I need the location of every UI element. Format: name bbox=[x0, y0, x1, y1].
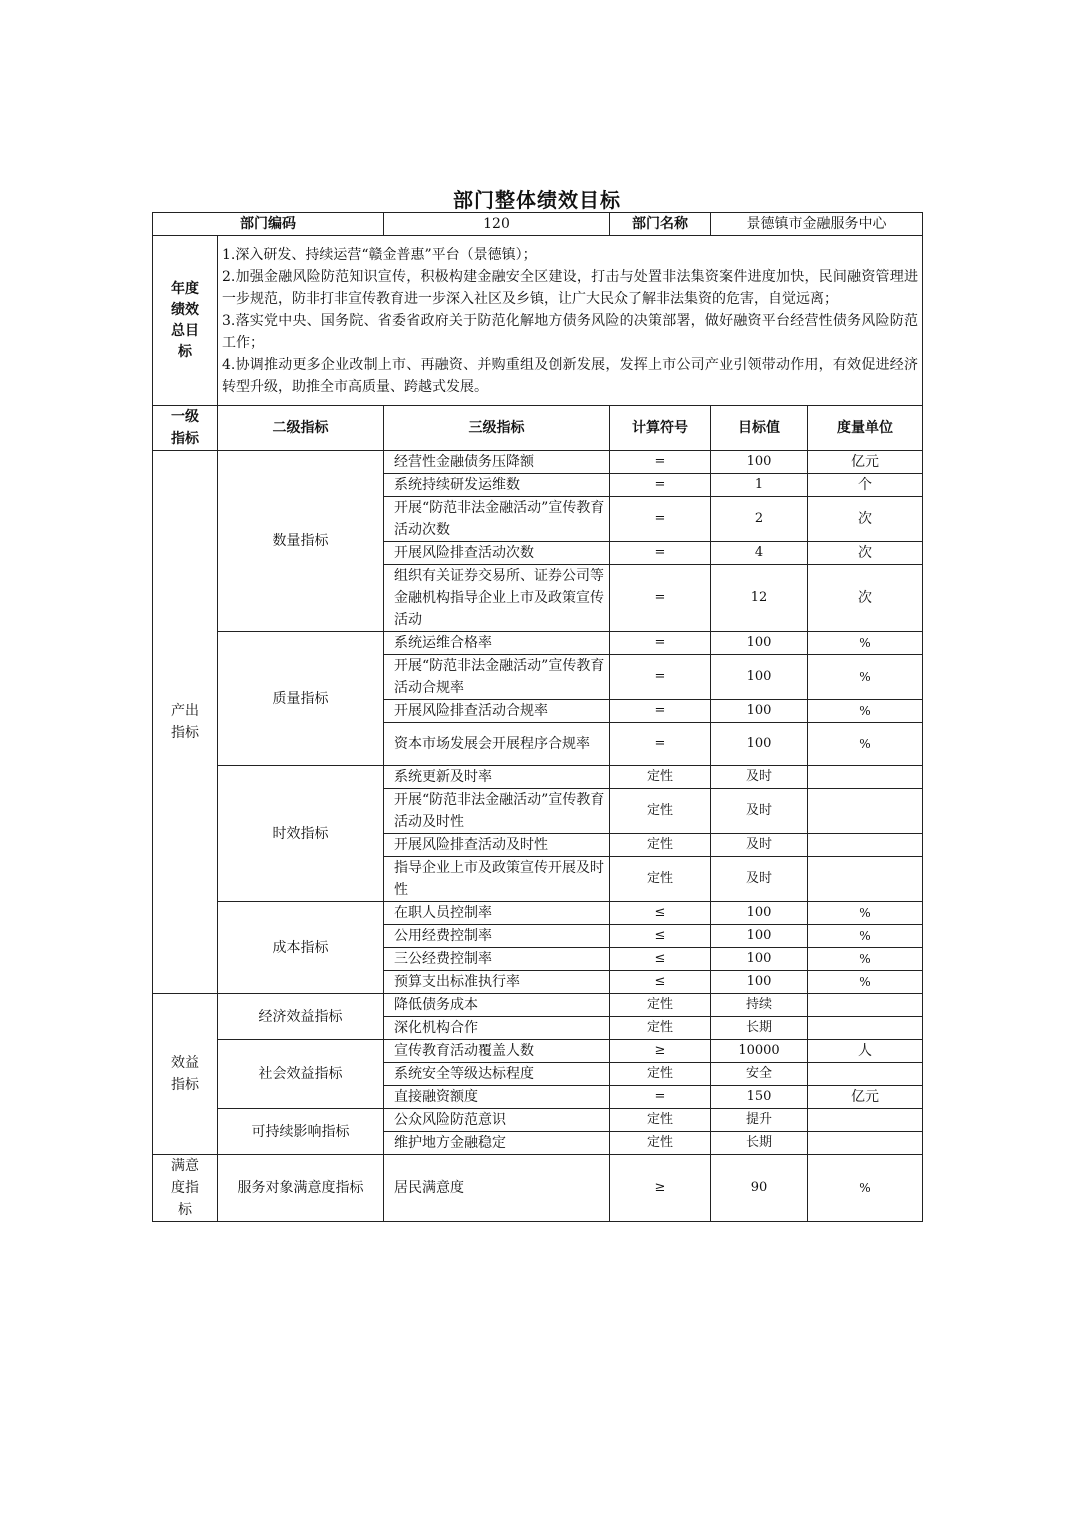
calc-symbol: = bbox=[610, 700, 711, 723]
indicator-row bbox=[153, 1040, 923, 1063]
performance-table bbox=[152, 212, 923, 1222]
annual-goal-line: 2.加强金融风险防范知识宣传，积极构建金融安全区建设，打击与处置非法集资案件进度加快，民间融资管理进一步规范，防非打非宣传教育进一步深入社区及乡镇，让广大民众了解非法集资的危害，自觉远离； bbox=[222, 268, 918, 307]
measure-unit bbox=[808, 834, 923, 857]
calc-symbol: 定性 bbox=[610, 994, 711, 1017]
target-value: 100 bbox=[711, 655, 808, 700]
dept-name-value: 景德镇市金融服务中心 bbox=[711, 213, 923, 236]
target-value: 及时 bbox=[711, 834, 808, 857]
calc-symbol: ≥ bbox=[610, 1040, 711, 1063]
measure-unit: 个 bbox=[808, 474, 923, 497]
calc-symbol: ≤ bbox=[610, 971, 711, 994]
measure-unit bbox=[808, 857, 923, 902]
level2-indicator: 质量指标 bbox=[218, 632, 384, 766]
measure-unit: % bbox=[808, 971, 923, 994]
annual-goal-label bbox=[153, 236, 218, 406]
calc-symbol: = bbox=[610, 497, 711, 542]
calc-symbol: = bbox=[610, 723, 711, 766]
target-value: 90 bbox=[711, 1155, 808, 1222]
calc-symbol: 定性 bbox=[610, 1132, 711, 1155]
calc-symbol: 定性 bbox=[610, 766, 711, 789]
measure-unit: 亿元 bbox=[808, 451, 923, 474]
annual-goal-content bbox=[218, 236, 923, 406]
col-header-level2: 二级指标 bbox=[218, 406, 384, 451]
level3-indicator: 公众风险防范意识 bbox=[384, 1109, 610, 1132]
level3-indicator: 系统运维合格率 bbox=[384, 632, 610, 655]
level3-indicator: 资本市场发展会开展程序合规率 bbox=[384, 723, 610, 766]
target-value: 持续 bbox=[711, 994, 808, 1017]
measure-unit: 次 bbox=[808, 565, 923, 632]
indicator-row bbox=[153, 994, 923, 1017]
target-value: 100 bbox=[711, 971, 808, 994]
dept-code-value: 120 bbox=[384, 213, 610, 236]
measure-unit: 次 bbox=[808, 542, 923, 565]
level3-indicator: 预算支出标准执行率 bbox=[384, 971, 610, 994]
target-value: 及时 bbox=[711, 789, 808, 834]
level3-indicator: 经营性金融债务压降额 bbox=[384, 451, 610, 474]
level3-indicator: 维护地方金融稳定 bbox=[384, 1132, 610, 1155]
indicator-row bbox=[153, 1155, 923, 1222]
level3-indicator: 系统更新及时率 bbox=[384, 766, 610, 789]
calc-symbol: ≤ bbox=[610, 902, 711, 925]
page-title: 部门整体绩效目标 bbox=[453, 188, 621, 212]
calc-symbol: = bbox=[610, 655, 711, 700]
level1-indicator: 效益指标 bbox=[153, 994, 218, 1155]
measure-unit: % bbox=[808, 723, 923, 766]
target-value: 12 bbox=[711, 565, 808, 632]
annual-goal-label-text: 年度绩效总目标 bbox=[171, 280, 199, 360]
calc-symbol: = bbox=[610, 565, 711, 632]
dept-code-label: 部门编码 bbox=[153, 213, 384, 236]
calc-symbol: 定性 bbox=[610, 834, 711, 857]
target-value: 100 bbox=[711, 925, 808, 948]
target-value: 100 bbox=[711, 632, 808, 655]
target-value: 1 bbox=[711, 474, 808, 497]
indicator-row bbox=[153, 451, 923, 474]
annual-goal-line: 1.深入研发、持续运营“赣金普惠”平台（景德镇）； bbox=[222, 246, 537, 263]
target-value: 4 bbox=[711, 542, 808, 565]
calc-symbol: = bbox=[610, 1086, 711, 1109]
indicator-row bbox=[153, 902, 923, 925]
dept-name-label: 部门名称 bbox=[610, 213, 711, 236]
level3-indicator: 系统持续研发运维数 bbox=[384, 474, 610, 497]
target-value: 100 bbox=[711, 948, 808, 971]
indicator-row bbox=[153, 766, 923, 789]
level3-indicator: 深化机构合作 bbox=[384, 1017, 610, 1040]
calc-symbol: = bbox=[610, 474, 711, 497]
measure-unit: 亿元 bbox=[808, 1086, 923, 1109]
annual-goal-line: 3.落实党中央、国务院、省委省政府关于防范化解地方债务风险的决策部署，做好融资平台经营性债务风险防范工作； bbox=[222, 312, 918, 351]
col-header-unit: 度量单位 bbox=[808, 406, 923, 451]
level3-indicator: 在职人员控制率 bbox=[384, 902, 610, 925]
calc-symbol: ≤ bbox=[610, 948, 711, 971]
target-value: 10000 bbox=[711, 1040, 808, 1063]
level3-indicator: 开展“防范非法金融活动”宣传教育活动及时性 bbox=[384, 789, 610, 834]
measure-unit: % bbox=[808, 1155, 923, 1222]
target-value: 100 bbox=[711, 700, 808, 723]
measure-unit: % bbox=[808, 902, 923, 925]
column-header-row bbox=[153, 406, 923, 451]
target-value: 提升 bbox=[711, 1109, 808, 1132]
measure-unit: % bbox=[808, 632, 923, 655]
col-header-level3: 三级指标 bbox=[384, 406, 610, 451]
target-value: 2 bbox=[711, 497, 808, 542]
measure-unit: % bbox=[808, 948, 923, 971]
calc-symbol: 定性 bbox=[610, 789, 711, 834]
target-value: 长期 bbox=[711, 1017, 808, 1040]
level3-indicator: 三公经费控制率 bbox=[384, 948, 610, 971]
calc-symbol: ≤ bbox=[610, 925, 711, 948]
calc-symbol: = bbox=[610, 542, 711, 565]
level2-indicator: 可持续影响指标 bbox=[218, 1109, 384, 1155]
target-value: 100 bbox=[711, 723, 808, 766]
level3-indicator: 开展风险排查活动合规率 bbox=[384, 700, 610, 723]
level3-indicator: 居民满意度 bbox=[384, 1155, 610, 1222]
level3-indicator: 降低债务成本 bbox=[384, 994, 610, 1017]
level3-indicator: 开展“防范非法金融活动”宣传教育活动次数 bbox=[384, 497, 610, 542]
measure-unit bbox=[808, 766, 923, 789]
level3-indicator: 指导企业上市及政策宣传开展及时性 bbox=[384, 857, 610, 902]
level3-indicator: 开展“防范非法金融活动”宣传教育活动合规率 bbox=[384, 655, 610, 700]
level1-indicator: 满意度指标 bbox=[153, 1155, 218, 1222]
calc-symbol: 定性 bbox=[610, 1017, 711, 1040]
measure-unit: % bbox=[808, 655, 923, 700]
target-value: 及时 bbox=[711, 857, 808, 902]
level2-indicator: 时效指标 bbox=[218, 766, 384, 902]
level3-indicator: 组织有关证券交易所、证券公司等金融机构指导企业上市及政策宣传活动 bbox=[384, 565, 610, 632]
level2-indicator: 成本指标 bbox=[218, 902, 384, 994]
measure-unit bbox=[808, 1109, 923, 1132]
calc-symbol: 定性 bbox=[610, 1063, 711, 1086]
calc-symbol: 定性 bbox=[610, 1109, 711, 1132]
level3-indicator: 直接融资额度 bbox=[384, 1086, 610, 1109]
measure-unit bbox=[808, 789, 923, 834]
annual-goal-line: 4.协调推动更多企业改制上市、再融资、并购重组及创新发展，发挥上市公司产业引领带动作用，有效促进经济转型升级，助推全市高质量、跨越式发展。 bbox=[222, 356, 918, 395]
target-value: 100 bbox=[711, 902, 808, 925]
dept-row bbox=[153, 213, 923, 236]
measure-unit bbox=[808, 994, 923, 1017]
level1-indicator: 产出指标 bbox=[153, 451, 218, 994]
measure-unit: 人 bbox=[808, 1040, 923, 1063]
measure-unit: % bbox=[808, 925, 923, 948]
level3-indicator: 公用经费控制率 bbox=[384, 925, 610, 948]
measure-unit: 次 bbox=[808, 497, 923, 542]
indicator-row bbox=[153, 632, 923, 655]
target-value: 150 bbox=[711, 1086, 808, 1109]
measure-unit: % bbox=[808, 700, 923, 723]
calc-symbol: 定性 bbox=[610, 857, 711, 902]
measure-unit bbox=[808, 1063, 923, 1086]
annual-goal-row bbox=[153, 236, 923, 406]
target-value: 长期 bbox=[711, 1132, 808, 1155]
calc-symbol: = bbox=[610, 451, 711, 474]
target-value: 100 bbox=[711, 451, 808, 474]
level3-indicator: 开展风险排查活动及时性 bbox=[384, 834, 610, 857]
level3-indicator: 宣传教育活动覆盖人数 bbox=[384, 1040, 610, 1063]
level2-indicator: 经济效益指标 bbox=[218, 994, 384, 1040]
col-header-symbol: 计算符号 bbox=[610, 406, 711, 451]
col-header-level1: 一级指标 bbox=[153, 406, 218, 451]
col-header-target: 目标值 bbox=[711, 406, 808, 451]
level2-indicator: 服务对象满意度指标 bbox=[218, 1155, 384, 1222]
level2-indicator: 社会效益指标 bbox=[218, 1040, 384, 1109]
level3-indicator: 系统安全等级达标程度 bbox=[384, 1063, 610, 1086]
measure-unit bbox=[808, 1132, 923, 1155]
target-value: 安全 bbox=[711, 1063, 808, 1086]
target-value: 及时 bbox=[711, 766, 808, 789]
level2-indicator: 数量指标 bbox=[218, 451, 384, 632]
calc-symbol: = bbox=[610, 632, 711, 655]
level3-indicator: 开展风险排查活动次数 bbox=[384, 542, 610, 565]
indicator-row bbox=[153, 1109, 923, 1132]
measure-unit bbox=[808, 1017, 923, 1040]
calc-symbol: ≥ bbox=[610, 1155, 711, 1222]
